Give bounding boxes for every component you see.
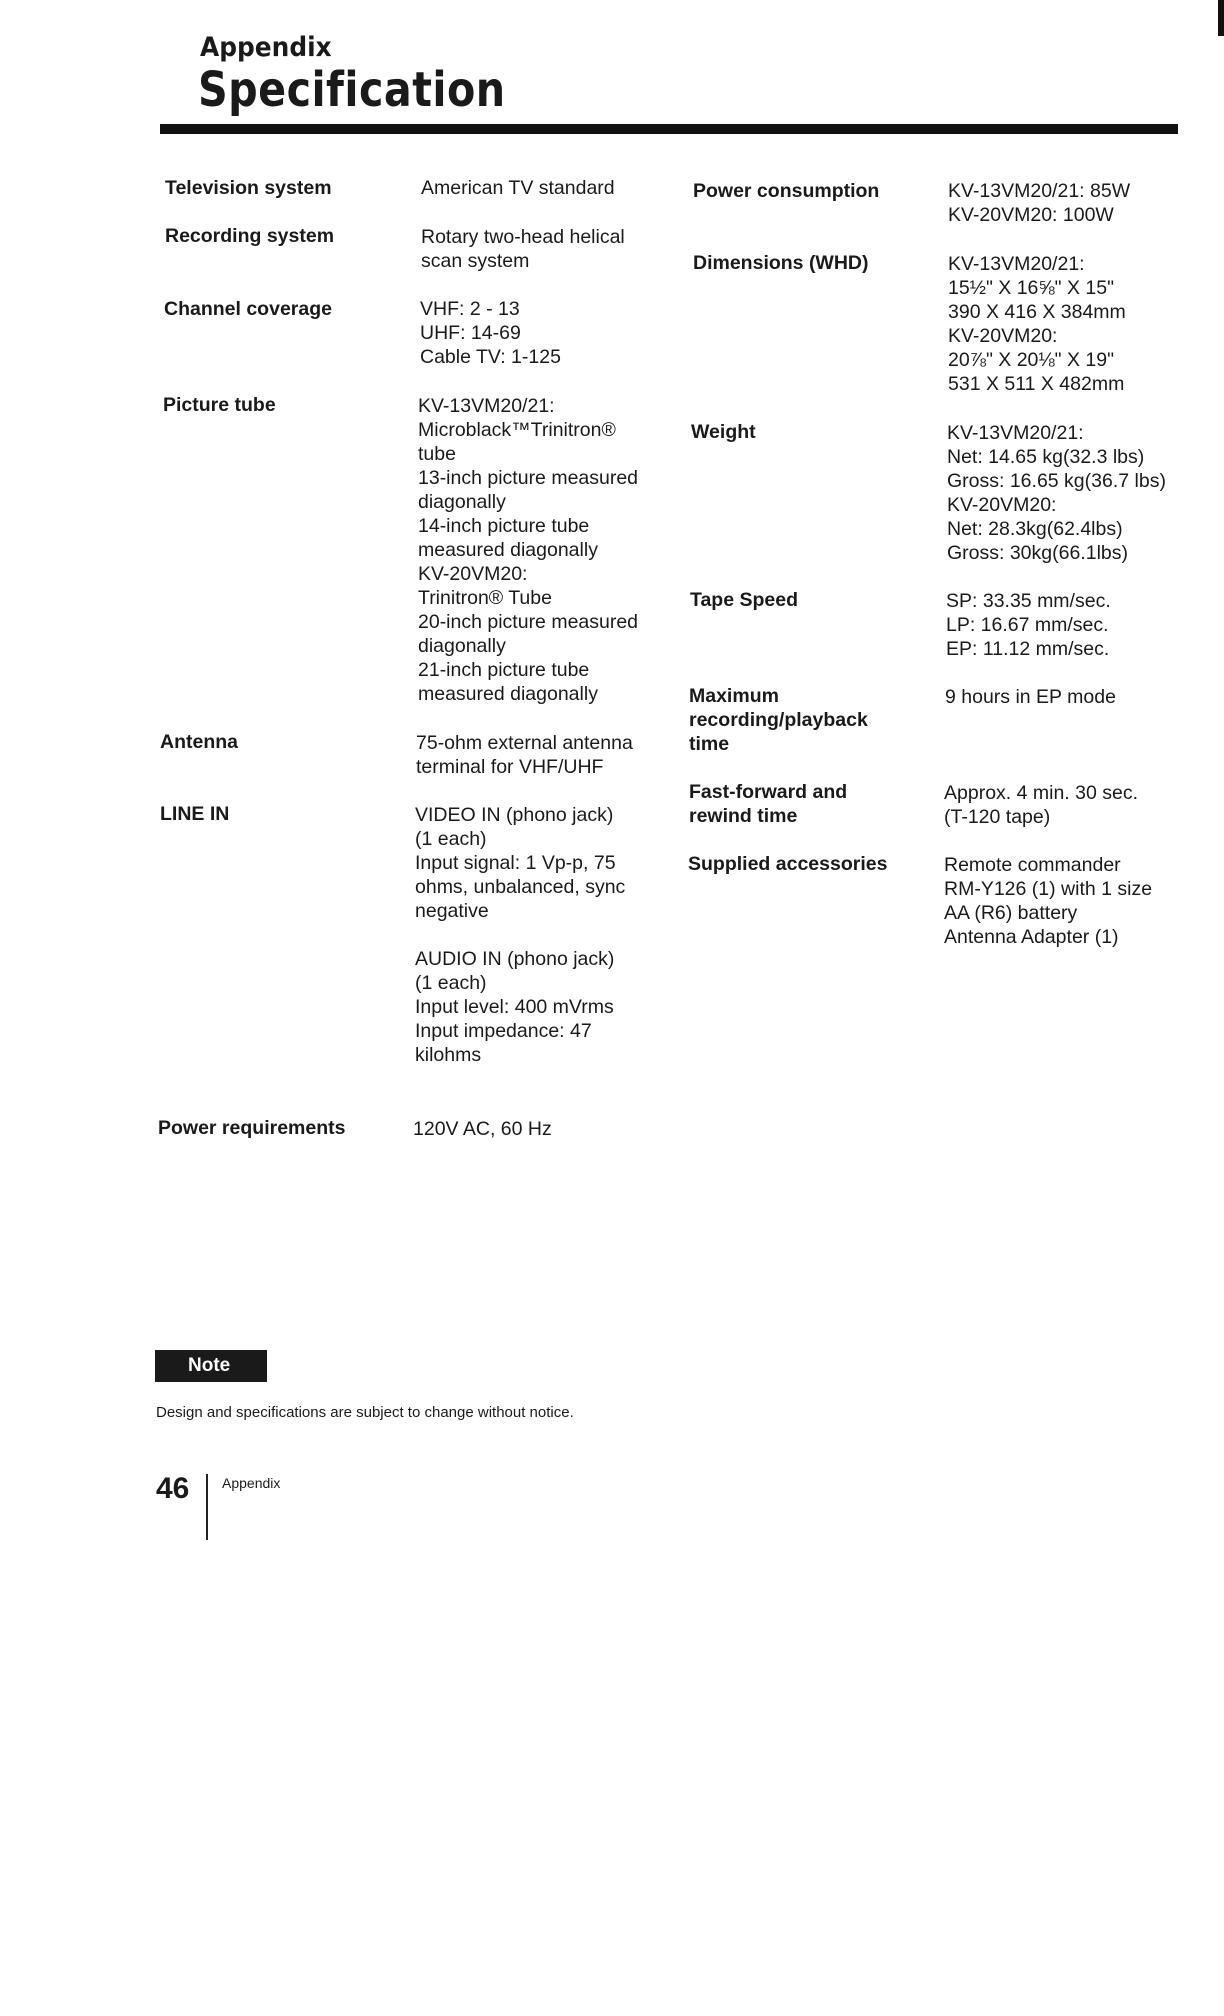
- footer-section-label: Appendix: [222, 1475, 281, 1491]
- spec-value-fast-forward-rewind: Approx. 4 min. 30 sec. (T-120 tape): [944, 782, 1139, 828]
- spec-value-line-in: VIDEO IN (phono jack) (1 each) Input signal: 1 Vp-p, 75 ohms, unbalanced, sync negative AUDIO IN (phono jack) (1 each) Input level: 400 mVrms Input impedance: 47 kilohms: [415, 804, 626, 1066]
- section-heading: Appendix: [200, 32, 332, 63]
- spec-value-channel-coverage: VHF: 2 - 13 UHF: 14-69 Cable TV: 1-125: [420, 298, 561, 368]
- spec-value-picture-tube: KV-13VM20/21: Microblack™Trinitron® tube 13-inch picture measured diagonally 14-inch picture tube measured diagonally KV-20VM20: Trinitron® Tube 20-inch picture measured diagonally 21-inch picture tube measured diagonally: [418, 395, 639, 705]
- spec-value-television-system: American TV standard: [421, 177, 615, 199]
- spec-label-picture-tube: Picture tube: [163, 394, 276, 416]
- spec-value-power-consumption: KV-13VM20/21: 85W KV-20VM20: 100W: [948, 180, 1131, 226]
- spec-label-dimensions: Dimensions (WHD): [693, 252, 869, 274]
- spec-label-power-consumption: Power consumption: [693, 180, 880, 202]
- spec-value-tape-speed: SP: 33.35 mm/sec. LP: 16.67 mm/sec. EP: 11.12 mm/sec.: [946, 590, 1111, 660]
- spec-label-weight: Weight: [691, 421, 756, 443]
- spec-value-supplied-accessories: Remote commander RM-Y126 (1) with 1 size AA (R6) battery Antenna Adapter (1): [944, 854, 1153, 948]
- spec-label-max-recording-time: Maximum recording/playback time: [689, 685, 868, 755]
- page-title: Specification: [198, 62, 506, 118]
- page-number: 46: [156, 1472, 190, 1505]
- spec-label-channel-coverage: Channel coverage: [164, 298, 332, 320]
- spec-label-antenna: Antenna: [160, 731, 238, 753]
- spec-label-line-in: LINE IN: [160, 803, 230, 825]
- spec-label-recording-system: Recording system: [165, 225, 335, 247]
- spec-label-tape-speed: Tape Speed: [690, 589, 799, 611]
- spec-value-recording-system: Rotary two-head helical scan system: [421, 226, 625, 272]
- spec-value-dimensions: KV-13VM20/21: 15½" X 16⅝" X 15" 390 X 416 X 384mm KV-20VM20: 20⅞" X 20⅛" X 19" 531 X 511 X 482mm: [948, 253, 1126, 395]
- spec-label-television-system: Television system: [165, 177, 332, 199]
- spec-label-fast-forward-rewind: Fast-forward and rewind time: [689, 781, 848, 827]
- note-text: Design and specifications are subject to change without notice.: [156, 1404, 574, 1421]
- footer-divider: [206, 1474, 208, 1540]
- spec-value-power-requirements: 120V AC, 60 Hz: [413, 1118, 552, 1140]
- spec-label-power-requirements: Power requirements: [158, 1117, 346, 1139]
- title-rule: [160, 124, 1178, 134]
- spec-value-weight: KV-13VM20/21: Net: 14.65 kg(32.3 lbs) Gross: 16.65 kg(36.7 lbs) KV-20VM20: Net: 28.3kg(62.4lbs) Gross: 30kg(66.1lbs): [947, 422, 1166, 564]
- spec-label-supplied-accessories: Supplied accessories: [688, 853, 888, 875]
- page-edge-mark: [1218, 0, 1224, 36]
- spec-value-max-recording-time: 9 hours in EP mode: [945, 686, 1116, 708]
- spec-value-antenna: 75-ohm external antenna terminal for VHF/UHF: [416, 732, 633, 778]
- note-label: Note: [188, 1355, 231, 1376]
